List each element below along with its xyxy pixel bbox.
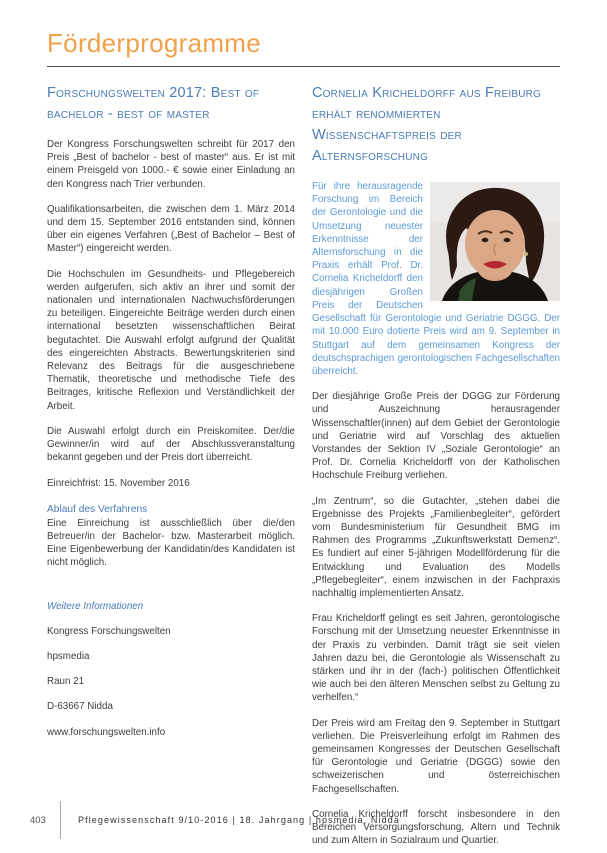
- sub-heading: Ablauf des Verfahrens: [47, 503, 148, 515]
- info-line-website-url: www.forschungswelten.info: [47, 726, 166, 738]
- paragraph: „Im Zentrum“, so die Gutachter, „stehen dabei die Ergebnisse des Projekts „Familienbegleiter“, gefördert vom Bundesministerium für Gesundheit BMG im Rahmen des Programms „Zukunftswerkstatt Demenz“. Es fundiert auf einer 5-jährigen Modellförderung für die Entwicklung und Evaluation des Modells „Pflegebegleiter“, einem inzwischen in der Fachpraxis nachhaltig implementierten Ansatz.: [312, 495, 560, 599]
- info-line-organisation: Kongress Forschungswelten: [47, 625, 171, 637]
- title-rule: [47, 66, 560, 67]
- left-article-heading: Forschungswelten 2017: Best of bachelor - best of master: [47, 85, 260, 123]
- paragraph: Frau Kricheldorff gelingt es seit Jahren, gerontologische Forschung mit der Umsetzung neuester Erkenntnisse in der Praxis zu verbinden. Damit trägt sie seit vielen Jahren dazu bei, die Gerontologie als Wissenschaft zu stärken und ihr in der (fach-) politischen Öffentlichkeit wie auch bei den älteren Menschen selbst zu Geltung zu verhelfen.“: [312, 613, 560, 704]
- paragraph: Cornelia Kricheldorff forscht insbesondere in den Bereichen Versorgungsforschung, Altern und Technik und zum Altern in Sozialraum und Quartier.: [312, 808, 560, 847]
- page-title: Förderprogramme: [47, 28, 262, 58]
- paragraph: Qualifikationsarbeiten, die zwischen dem 1. März 2014 und dem 15. September 2016 entstanden sind, können über ein eigenes Verfahren („Best of Bachelor – Best of Master“) eingereicht werden.: [47, 203, 295, 255]
- right-article-heading: Cornelia Kricheldorff aus Freiburg erhält renommierten Wissenschaftspreis der Alternsforschung: [312, 85, 542, 165]
- info-line-publisher: hpsmedia: [47, 650, 90, 662]
- paragraph: Die Auswahl erfolgt durch ein Preiskomitee. Der/die Gewinner/in wird auf der Abschlussveranstaltung bekannt gegeben und der Preis dort überreicht.: [47, 425, 295, 464]
- paragraph: Der Kongress Forschungswelten schreibt für 2017 den Preis „Best of bachelor - best of master“ aus. Er ist mit einem Preisgeld von 1000.- € sowie einer Einladung an den Kongress nach Trier verbunden.: [47, 139, 295, 190]
- lead-paragraph: [312, 180, 560, 378]
- paragraph: Die Hochschulen im Gesundheits- und Pflegebereich werden aufgerufen, sich aktiv an ihrer und somit der nationalen und internationalen Nachwuchsförderungen zu beteiligen. Eingereichte Beiträge werden durch einen international besetzten wissenschaftlichen Beirat begutachtet. Die Auswahl erfolgt aufgrund der Qualität des eingereichten Abstracts. Bewertungskriterien sind Relevanz des Beitrags für die ausgeschriebene Thematik, theoretische und methodische Tiefe des Beitrages, kritische Reflexion und Verständlichkeit der Arbeit.: [47, 268, 295, 412]
- paragraph: Eine Einreichung ist ausschließlich über die/den Betreuer/in der Bachelor- bzw. Masterarbeit möglich. Eine Eigenbewerbung der Kandidatin/des Kandidaten ist nicht möglich.: [47, 517, 295, 569]
- portrait-photo: [430, 182, 560, 301]
- deadline-text: Einreichfrist: 15. November 2016: [47, 477, 190, 489]
- info-line-city: D-63667 Nidda: [47, 701, 113, 713]
- info-line-street: Raun 21: [47, 676, 85, 688]
- paragraph: Der diesjährige Große Preis der DGGG zur Förderung und Auszeichnung herausragender Wissenschaftler(innen) auf dem Gebiet der Gerontologie und Geriatrie wird auf Vorschlag des aktuellen Vorstandes der Sektion IV „Soziale Gerontologie“ an Prof. Dr. Cornelia Kricheldorff von der Katholischen Hochschule Freiburg verliehen.: [312, 391, 560, 482]
- two-column-layout: [47, 83, 560, 853]
- footer-journal-info: Pflegewissenschaft 9/10-2016 | 18. Jahrgang | hpsmedia, Nidda: [78, 815, 400, 825]
- right-article: [312, 83, 560, 853]
- contact-info-block: [47, 600, 295, 739]
- info-label: Weitere Informationen: [47, 600, 144, 612]
- left-article: [47, 83, 295, 853]
- paragraph: Der Preis wird am Freitag den 9. September in Stuttgart verliehen. Die Preisverleihung erfolgt im Rahmen des gemeinsamen Kongresses der Deutschen Gesellschaft für Gerontologie und Geriatrie (DGGG) sowie den schweizerischen und österreichischen Fachgesellschaften.: [312, 717, 560, 795]
- page-number: 403: [30, 814, 46, 826]
- lead-paragraph-text: Für ihre herausragende Forschung im Bereich der Gerontologie und die Umsetzung neuester Erkenntnisse der Alternsforschung in die Praxis erhält Prof. Dr. Cornelia Kricheldorff den diesjährigen Großen Preis der Deutschen Gesellschaft für Gerontologie und Geriatrie DGGG. Der mit 10.000 Euro dotierte Preis wird am 9. September in Stuttgart auf dem gemeinsamen Kongress der deutschsprachigen gerontologischen Fachgesellschaften überreicht.: [312, 181, 560, 377]
- page-footer: [0, 801, 607, 839]
